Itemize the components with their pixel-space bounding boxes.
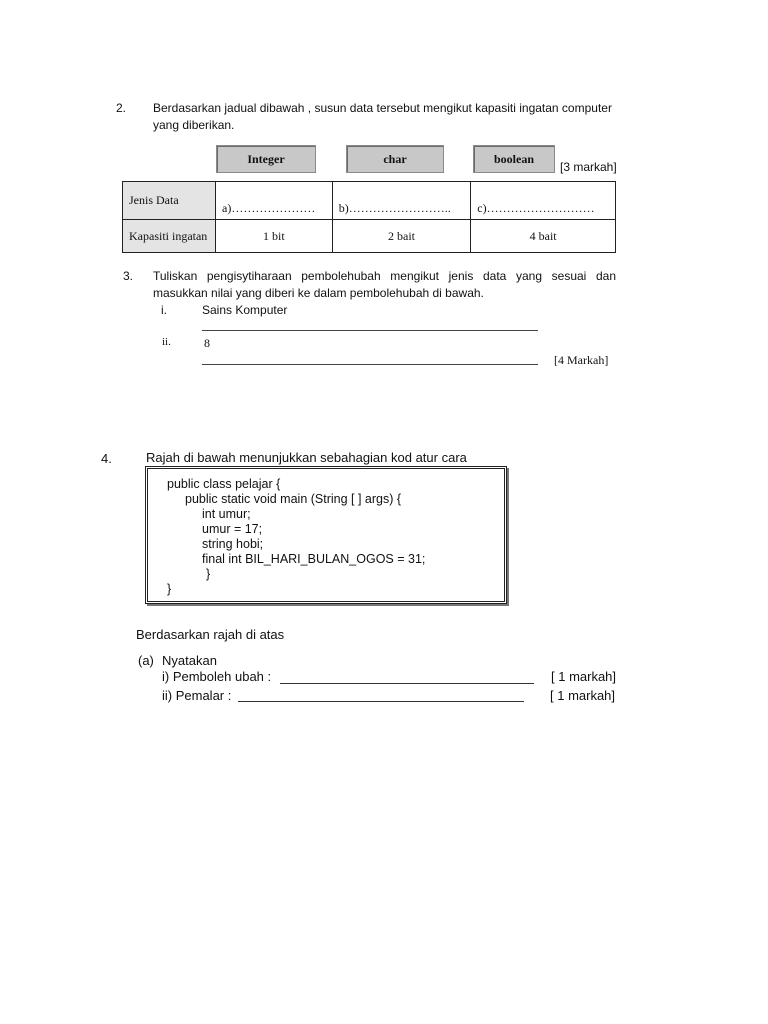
code-line: final int BIL_HARI_BULAN_OGOS = 31;: [202, 552, 426, 566]
answer-blank-a: a)…………………: [216, 182, 333, 220]
code-line: string hobi;: [202, 537, 264, 551]
part-i-text: i) Pemboleh ubah :: [162, 669, 272, 684]
capacity-cell: 1 bit: [216, 220, 333, 253]
answer-line-pemboleh-ubah: [280, 683, 534, 684]
option-box-boolean: boolean: [473, 145, 555, 173]
question-4-number: 4.: [101, 451, 112, 466]
row-label-jenis-data: Jenis Data: [123, 182, 216, 220]
question-2-marks: [3 markah]: [560, 160, 617, 174]
code-line: int umur;: [202, 507, 251, 521]
data-type-table: [122, 181, 616, 253]
table-row: [123, 182, 616, 220]
row-label-kapasiti-ingatan: Kapasiti ingatan: [123, 220, 216, 253]
part-ii-marks: [ 1 markah]: [550, 688, 616, 703]
item-i-value: Sains Komputer: [202, 303, 288, 317]
item-i-number: i.: [161, 303, 167, 317]
question-2-text: Berdasarkan jadual dibawah , susun data tersebut mengikut kapasiti ingatan computer yang diberikan.: [153, 101, 612, 132]
code-listing-box: [145, 466, 507, 604]
option-box-integer: Integer: [216, 145, 316, 173]
answer-blank-b: b)……………………..: [332, 182, 471, 220]
part-a-label: (a): [138, 653, 154, 668]
question-4-intro: Berdasarkan rajah di atas: [136, 627, 285, 642]
answer-line-ii: [202, 364, 538, 365]
question-2-number: 2.: [116, 101, 127, 115]
item-ii-value: 8: [204, 336, 210, 350]
part-ii-text: ii) Pemalar :: [162, 688, 232, 703]
part-a-text: Nyatakan: [162, 653, 217, 668]
answer-line-pemalar: [238, 701, 524, 702]
question-3-marks: [4 Markah]: [554, 353, 609, 367]
code-line: public static void main (String [ ] args) {: [185, 492, 402, 506]
item-ii-number: ii.: [162, 336, 171, 348]
table-row: [123, 220, 616, 253]
question-3-number: 3.: [123, 269, 134, 283]
part-i-marks: [ 1 markah]: [551, 669, 617, 684]
answer-blank-c: c)………………………: [471, 182, 616, 220]
question-4-text: Rajah di bawah menunjukkan sebahagian kod atur cara: [146, 450, 467, 465]
capacity-cell: 2 bait: [332, 220, 471, 253]
option-box-char: char: [346, 145, 444, 173]
code-line: }: [206, 567, 211, 581]
code-line: }: [167, 582, 172, 596]
question-3-text: Tuliskan pengisytiharaan pembolehubah mengikut jenis data yang sesuai dan masukkan nilai yang diberi ke dalam pembolehubah di bawah.: [153, 269, 616, 300]
code-line: umur = 17;: [202, 522, 263, 536]
capacity-cell: 4 bait: [471, 220, 616, 253]
answer-line-i: [202, 330, 538, 331]
code-line: public class pelajar {: [167, 477, 281, 491]
